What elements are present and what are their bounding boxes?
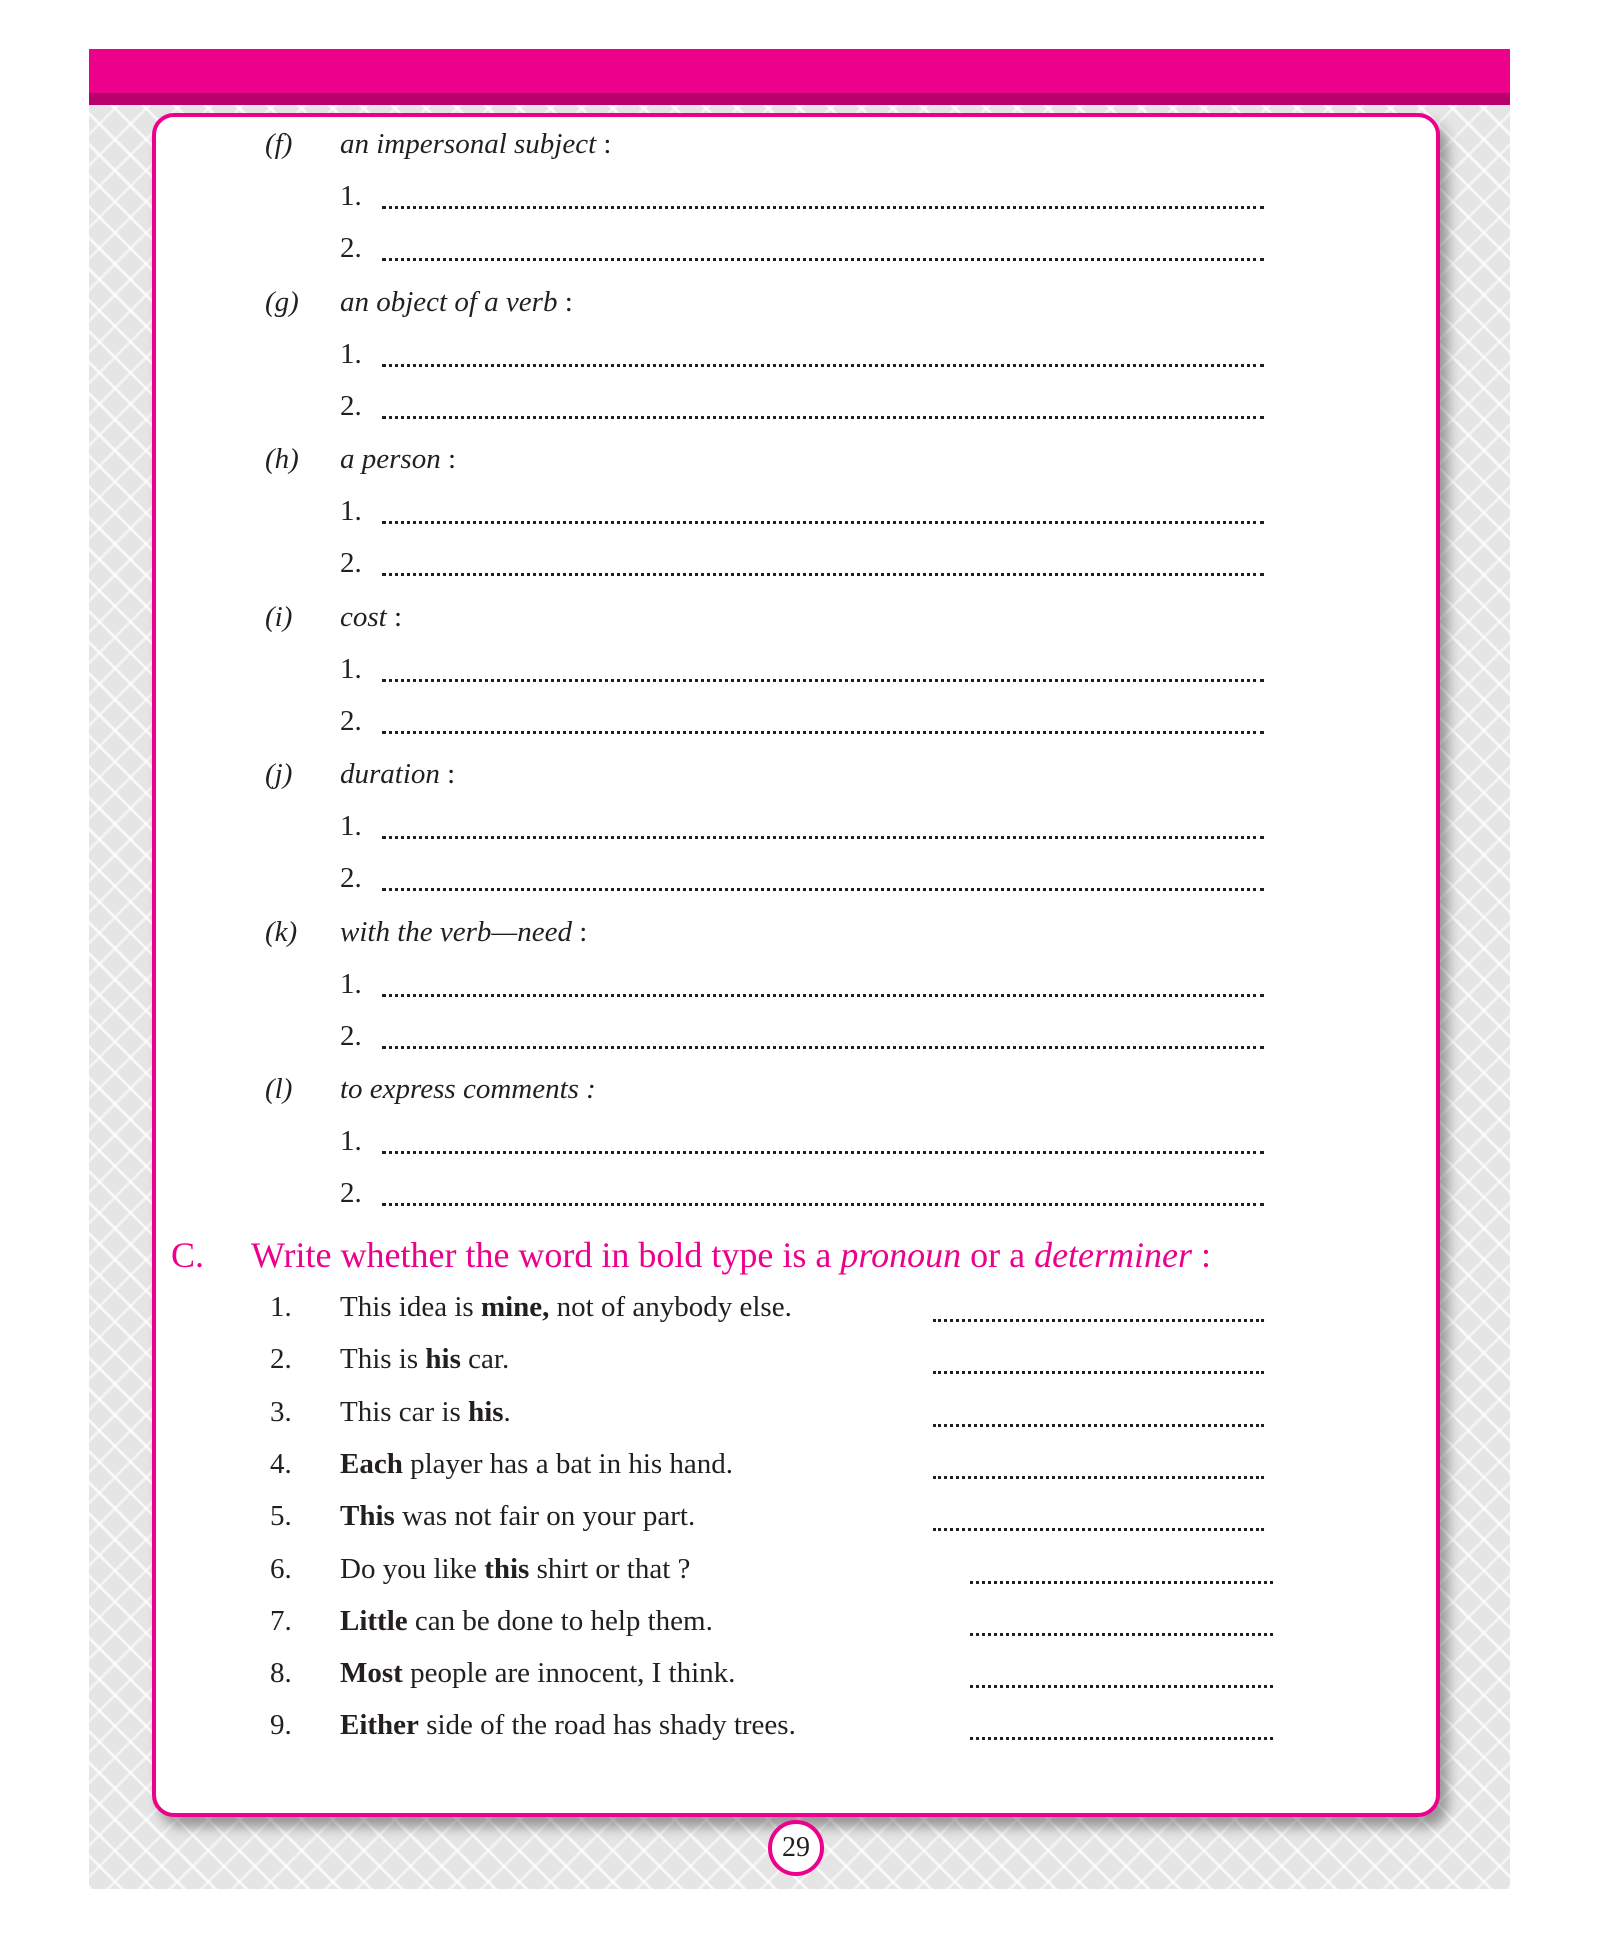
answer-line[interactable] [382,1203,1264,1206]
item-letter: (g) [265,285,299,318]
item-letter: (h) [265,443,299,475]
answer-line[interactable] [382,573,1264,576]
item-label [340,443,456,476]
item-label-text: a person [340,443,441,475]
answer-line[interactable] [382,416,1264,419]
sentence-post: can be done to help them. [407,1604,713,1637]
section-title-title-colon: : [1201,1235,1212,1275]
section-title [251,1234,1211,1276]
answer-line[interactable] [970,1685,1273,1688]
sentence-number: 6. [270,1552,292,1585]
sentence-post: . [503,1395,511,1428]
answer-number: 2. [340,232,362,264]
answer-line[interactable] [970,1633,1273,1636]
sentence-text [340,1500,695,1533]
answer-line[interactable] [933,1424,1264,1427]
answer-line[interactable] [382,888,1264,891]
item-label [340,758,455,791]
answer-number: 1. [340,652,362,685]
answer-line[interactable] [382,364,1264,367]
answer-line[interactable] [382,994,1264,997]
item-label-text: duration [340,758,440,790]
answer-line[interactable] [382,1046,1264,1049]
page-number: 29 [768,1820,824,1876]
sentence-post: player has a bat in his hand. [402,1447,734,1480]
item-label-text: to express comments : [340,1073,596,1105]
answer-number: 2. [340,704,362,737]
item-label [340,128,611,161]
answer-number: 1. [340,810,362,842]
sentence-text [340,1553,690,1586]
item-letter: (l) [265,1073,293,1105]
answer-number: 2. [340,1177,362,1209]
sentence-post: shirt or that ? [529,1552,691,1585]
item-label-text: with the verb—need [340,915,572,948]
item-colon: : [579,915,588,948]
sentence-number: 1. [270,1291,292,1323]
sentence-text [340,1605,713,1638]
answer-number: 1. [340,337,362,370]
answer-line[interactable] [382,1151,1264,1154]
sentence-text [340,1709,796,1742]
answer-number: 1. [340,180,362,212]
sentence-number: 8. [270,1657,292,1690]
answer-line[interactable] [970,1581,1273,1584]
sentence-post: not of anybody else. [549,1291,792,1323]
answer-number: 2. [340,1019,362,1052]
answer-number: 2. [340,862,362,894]
item-colon: : [603,128,612,160]
sentence-post: side of the road has shady trees. [418,1709,796,1742]
bold-word: Each [340,1447,403,1480]
bold-word: mine, [480,1291,550,1323]
item-letter: (i) [265,600,293,633]
answer-line[interactable] [933,1528,1264,1531]
item-letter: (f) [265,128,293,160]
answer-line[interactable] [382,206,1264,209]
answer-line[interactable] [933,1476,1264,1479]
answer-number: 1. [340,967,362,1000]
header-bar [89,49,1510,93]
section-letter: C. [171,1235,205,1275]
sentence-number: 5. [270,1500,292,1533]
answer-number: 1. [340,1125,362,1157]
section-title-title-word2: determiner [1034,1235,1193,1275]
item-colon: : [393,600,403,633]
sentence-text [340,1291,792,1324]
bold-word: Little [340,1604,408,1637]
answer-number: 2. [340,389,362,422]
sentence-post: people are innocent, I think. [402,1657,736,1690]
item-colon: : [564,285,573,318]
item-label [340,1073,596,1106]
sentence-pre: This car is [340,1395,469,1428]
sentence-text [340,1657,735,1690]
item-label-text: an object of a verb [340,285,558,318]
item-label-text: an impersonal subject [340,128,597,160]
bold-word: his [425,1343,461,1376]
sentence-number: 7. [270,1604,292,1637]
header-bar-shadow [89,93,1510,105]
answer-line[interactable] [382,836,1264,839]
bold-word: this [484,1552,530,1585]
bold-word: This [340,1500,395,1533]
item-letter: (k) [265,915,298,948]
sentence-post: was not fair on your part. [394,1500,696,1533]
sentence-text [340,1396,511,1429]
bold-word: Either [340,1709,419,1742]
sentence-text [340,1448,733,1481]
answer-line[interactable] [970,1737,1273,1740]
answer-line[interactable] [382,258,1264,261]
answer-number: 1. [340,495,362,527]
item-colon: : [447,758,456,790]
sentence-pre: Do you like [340,1552,485,1585]
answer-line[interactable] [933,1319,1264,1322]
item-label [340,286,573,319]
item-label [340,916,587,949]
sentence-number: 3. [270,1395,292,1428]
bold-word: Most [340,1657,403,1690]
sentence-number: 4. [270,1447,292,1480]
answer-line[interactable] [382,521,1264,524]
bold-word: his [468,1395,504,1428]
sentence-number: 2. [270,1343,292,1376]
sentence-post: car. [460,1343,510,1376]
item-label [340,601,402,634]
answer-line[interactable] [382,731,1264,734]
sentence-number: 9. [270,1709,292,1742]
item-letter: (j) [265,758,293,790]
item-colon: : [447,443,457,475]
workbook-page [89,49,1510,1889]
sentence-pre: This is [340,1343,426,1376]
sentence-pre: This idea is [340,1291,481,1323]
sentence-text [340,1343,509,1376]
answer-line[interactable] [933,1371,1264,1374]
answer-line[interactable] [382,679,1264,682]
section-title-title-word1: pronoun [840,1235,962,1275]
section-title-title-part2: or a [970,1235,1026,1275]
section-title-title-part1: Write whether the word in bold type is a [251,1235,832,1275]
item-label-text: cost [340,600,387,633]
answer-number: 2. [340,547,362,579]
